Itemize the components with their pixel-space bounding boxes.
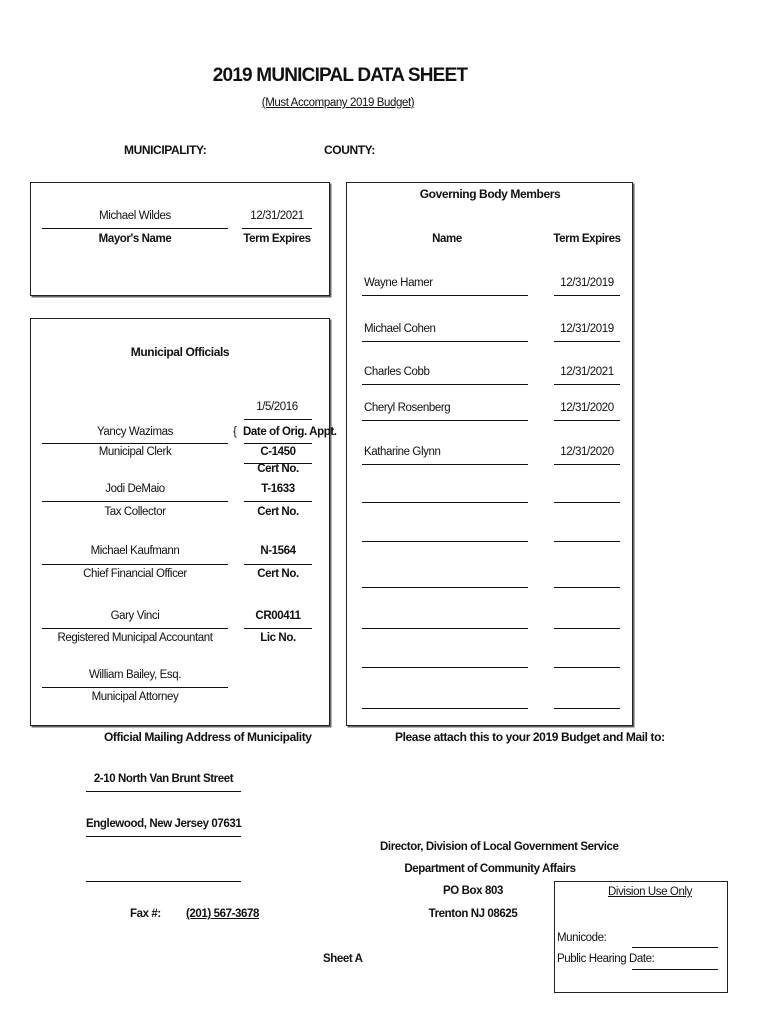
send-to-line1: Director, Division of Local Government Service [380,841,619,853]
page-subtitle: (Must Accompany 2019 Budget) [261,97,415,109]
clerk-appt-line [244,443,312,444]
clerk-title: Municipal Clerk [98,446,172,458]
blank-member-name-line[interactable] [362,708,528,709]
member-term-line [554,384,620,385]
orig-appt-date-line [244,419,312,420]
attorney-line [42,687,228,688]
member-name[interactable]: Michael Cohen [364,323,436,335]
clerk-cert-label: Cert No. [257,463,299,475]
mayor-name-line [42,228,228,229]
municode-field[interactable] [632,947,718,948]
send-to-line2: Department of Community Affairs [404,863,576,875]
tax-collector-line [42,501,228,502]
blank-member-term-line[interactable] [554,502,620,503]
mayor-term-label: Term Expires [243,233,311,245]
tax-collector-title: Tax Collector [104,506,166,518]
member-name-line [362,295,528,296]
send-to-line3: PO Box 803 [443,885,503,897]
name-column-header: Name [432,233,462,245]
orig-appt-label: Date of Orig. Appt. [243,426,337,438]
member-name-line [362,341,528,342]
clerk-name[interactable]: Yancy Wazimas [97,426,173,438]
clerk-cert[interactable]: C-1450 [260,446,296,458]
governing-heading: Governing Body Members [419,187,561,201]
attach-instruction: Please attach this to your 2019 Budget and Mail to: [395,730,665,744]
mailing-street[interactable]: 2-10 North Van Brunt Street [93,773,234,785]
rma-lic-line [244,628,312,629]
cfo-line [42,564,228,565]
blank-member-term-line[interactable] [554,541,620,542]
member-term-line [554,420,620,421]
brace-glyph: { [233,426,237,438]
blank-member-term-line[interactable] [554,708,620,709]
tax-collector-name[interactable]: Jodi DeMaio [105,483,165,495]
cfo-name[interactable]: Michael Kaufmann [90,545,180,557]
tax-cert[interactable]: T-1633 [261,483,295,495]
cfo-title: Chief Financial Officer [83,568,187,580]
orig-appt-date[interactable]: 1/5/2016 [256,401,298,413]
cfo-cert-line [244,564,312,565]
mailing-heading: Official Mailing Address of Municipality [104,730,312,744]
member-name[interactable]: Wayne Hamer [364,277,433,289]
member-term[interactable]: 12/31/2019 [560,323,614,335]
mailing-city[interactable]: Englewood, New Jersey 07631 [86,818,242,830]
tax-cert-label: Cert No. [257,506,299,518]
hearing-date-field[interactable] [632,969,718,970]
member-name[interactable]: Cheryl Rosenberg [364,402,451,414]
member-term[interactable]: 12/31/2021 [560,366,614,378]
attorney-name[interactable]: William Bailey, Esq. [88,669,182,681]
member-name-line [362,384,528,385]
hearing-date-label: Public Hearing Date: [557,953,655,965]
mayor-name[interactable]: Michael Wildes [99,210,171,222]
mailing-city-line [86,836,241,837]
municipality-label: MUNICIPALITY: [124,143,207,157]
attorney-title: Municipal Attorney [91,691,179,703]
cfo-cert[interactable]: N-1564 [260,545,296,557]
mailing-extra-line[interactable] [86,881,241,882]
member-name[interactable]: Katharine Glynn [364,446,441,458]
member-term-line [554,295,620,296]
page-title: 2019 MUNICIPAL DATA SHEET [212,65,468,86]
member-term-line [554,341,620,342]
cfo-cert-label: Cert No. [257,568,299,580]
member-name-line [362,464,528,465]
member-name-line [362,420,528,421]
blank-member-name-line[interactable] [362,667,528,668]
member-term-line [554,464,620,465]
fax-label: Fax #: [130,908,161,920]
blank-member-name-line[interactable] [362,502,528,503]
officials-box [30,318,330,726]
member-term[interactable]: 12/31/2020 [560,402,614,414]
mayor-name-label: Mayor's Name [98,233,172,245]
blank-member-term-line[interactable] [554,667,620,668]
county-label: COUNTY: [324,143,375,157]
blank-member-term-line[interactable] [554,628,620,629]
mayor-term-line [242,228,312,229]
member-term[interactable]: 12/31/2020 [560,446,614,458]
blank-member-name-line[interactable] [362,628,528,629]
blank-member-name-line[interactable] [362,541,528,542]
tax-cert-line [244,501,312,502]
mayor-term[interactable]: 12/31/2021 [250,210,304,222]
rma-line [42,628,228,629]
member-term[interactable]: 12/31/2019 [560,277,614,289]
division-heading: Division Use Only [608,886,692,898]
fax-number[interactable]: (201) 567-3678 [186,908,260,920]
blank-member-term-line[interactable] [554,587,620,588]
blank-member-name-line[interactable] [362,587,528,588]
municode-label: Municode: [557,932,607,944]
send-to-line4: Trenton NJ 08625 [428,908,518,920]
rma-title: Registered Municipal Accountant [57,632,213,644]
member-name[interactable]: Charles Cobb [364,366,430,378]
officials-heading: Municipal Officials [130,345,230,359]
clerk-name-line [42,443,228,444]
rma-lic[interactable]: CR00411 [255,610,301,622]
mailing-street-line [86,791,241,792]
rma-name[interactable]: Gary Vinci [110,610,160,622]
term-column-header: Term Expires [553,233,621,245]
sheet-label: Sheet A [323,953,363,965]
rma-lic-label: Lic No. [260,632,296,644]
